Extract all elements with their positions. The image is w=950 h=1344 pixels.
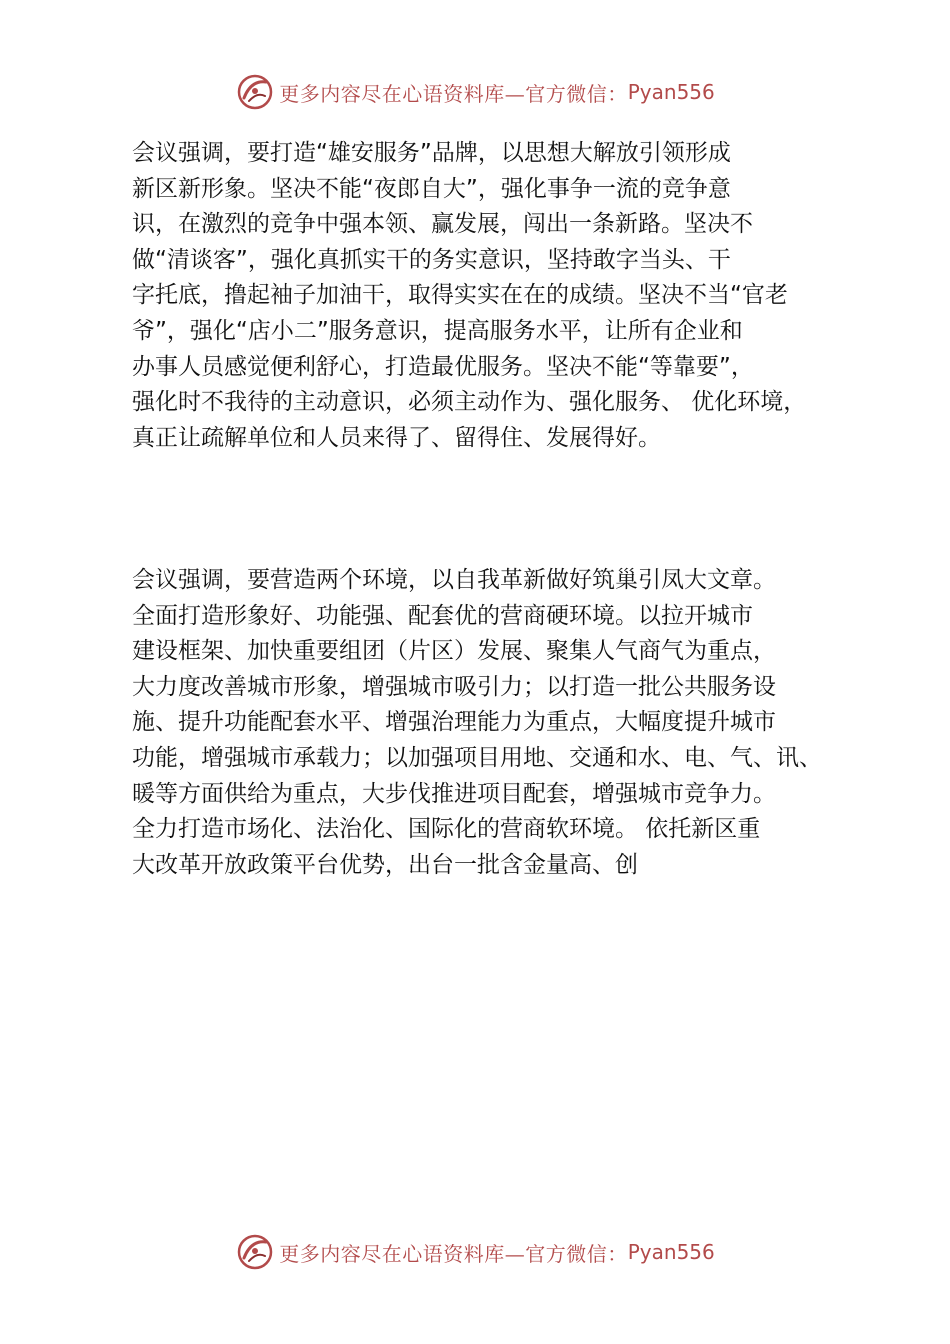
text-line: 识，在激烈的竞争中强本领、赢发展，闯出一条新路。坚决不	[132, 211, 753, 238]
header-watermark	[0, 70, 950, 114]
text-line: 办事人员感觉便利舒心，打造最优服务。坚决不能“等靠要”，	[132, 353, 754, 380]
seal-logo-icon	[235, 72, 275, 112]
text-line: 全力打造市场化、法治化、国际化的营商软环境。 依托新区重	[132, 816, 761, 843]
text-line: 做“清谈客”，强化真抓实干的务实意识，坚持敢字当头、干	[132, 246, 731, 273]
watermark-text: 更多内容尽在心语资料库—官方微信：	[279, 1241, 628, 1266]
text-line: 大力度改善城市形象，增强城市吸引力；以打造一批公共服务设	[132, 673, 776, 700]
paragraph-1	[132, 136, 852, 456]
text-line: 字托底，撸起袖子加油干，取得实实在在的成绩。坚决不当“官老	[132, 282, 788, 309]
text-line: 暖等方面供给为重点，大步伐推进项目配套，增强城市竞争力。	[132, 780, 776, 807]
footer-watermark	[0, 1230, 950, 1274]
text-line: 新区新形象。坚决不能“夜郎自大”，强化事争一流的竞争意	[132, 175, 731, 202]
text-line: 强化时不我待的主动意识，必须主动作为、强化服务、 优化环境，	[132, 389, 807, 416]
text-line: 施、提升功能配套水平、增强治理能力为重点，大幅度提升城市	[132, 709, 776, 736]
text-line: 建设框架、加快重要组团（片区）发展、聚集人气商气为重点，	[132, 638, 776, 665]
seal-logo-icon	[235, 1232, 275, 1272]
watermark-handle: Pyan556	[627, 80, 715, 104]
text-line: 会议强调，要营造两个环境，以自我革新做好筑巢引凤大文章。	[132, 567, 776, 593]
paragraph-2	[132, 563, 852, 883]
watermark-handle: Pyan556	[627, 1240, 715, 1264]
text-line: 爷”，强化“店小二”服务意识，提高服务水平，让所有企业和	[132, 317, 743, 344]
text-line: 全面打造形象好、功能强、配套优的营商硬环境。以拉开城市	[132, 602, 753, 629]
text-line: 会议强调，要打造“雄安服务”品牌，以思想大解放引领形成	[132, 140, 731, 166]
text-line: 真正让疏解单位和人员来得了、留得住、发展得好。	[132, 424, 661, 451]
text-line: 功能，增强城市承载力；以加强项目用地、交通和水、电、气、讯、	[132, 744, 822, 771]
watermark-text: 更多内容尽在心语资料库—官方微信：	[279, 81, 628, 106]
text-line: 大改革开放政策平台优势，出台一批含金量高、创	[132, 851, 638, 878]
